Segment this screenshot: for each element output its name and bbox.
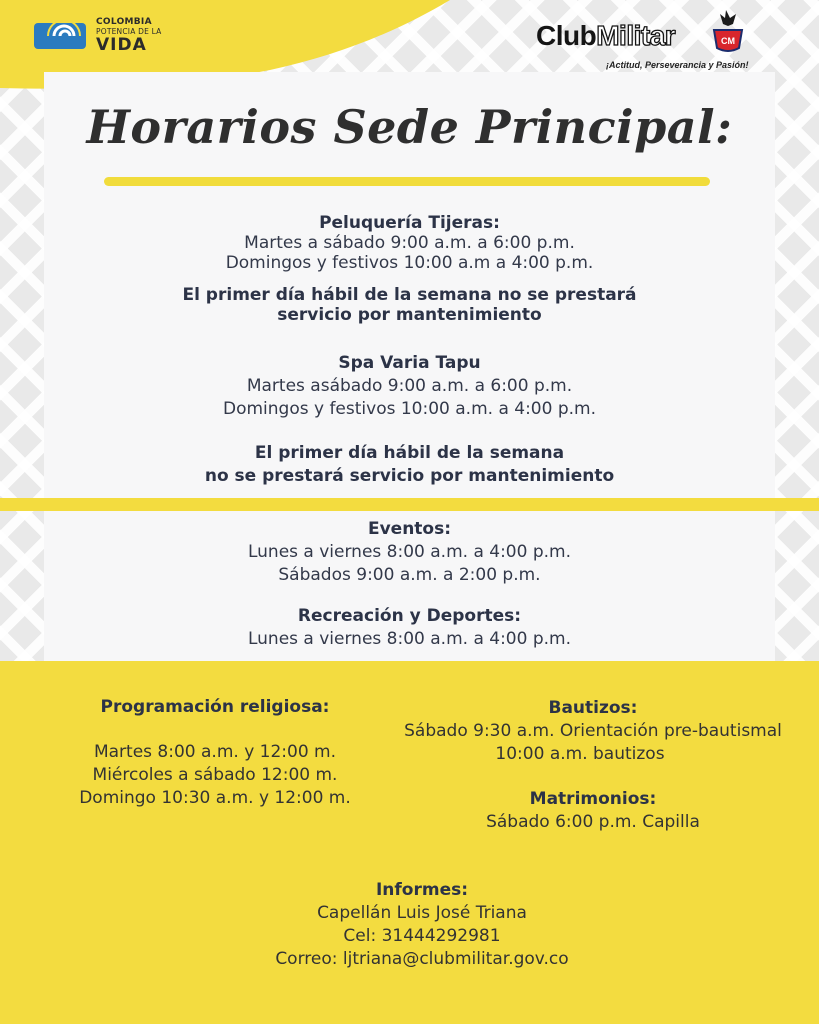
gov-logo-line3: VIDA [96,34,147,55]
recreacion-block [44,605,775,651]
recreacion-line1: Lunes a viernes 8:00 a.m. a 4:00 p.m. [247,629,572,649]
religiosa-block [40,696,390,810]
informes-email[interactable]: Correo: ljtriana@clubmilitar.gov.co [275,949,569,969]
peluqueria-note-line2: servicio por mantenimiento [277,305,542,325]
eventos-line2: Sábados 9:00 a.m. a 2:00 p.m. [278,565,541,585]
bautizos-heading: Bautizos: [548,698,638,718]
spa-line1: Martes asábado 9:00 a.m. a 6:00 p.m. [246,376,573,396]
religiosa-spacer [40,719,390,741]
peluqueria-block [44,213,775,273]
peluqueria-note-line1: El primer día hábil de la semana no se prestará [182,285,637,305]
spa-note-line1: El primer día hábil de la semana [254,443,565,463]
matrimonios-heading: Matrimonios: [529,789,657,809]
colombia-logo [34,18,162,54]
colombia-mark-icon [34,19,86,53]
peluqueria-line2: Domingos y festivos 10:00 a.m a 4:00 p.m. [225,253,594,273]
bautizos-block [380,697,806,766]
spa-line2: Domingos y festivos 10:00 a.m. a 4:00 p.m. [222,399,597,419]
religiosa-line2: Miércoles a sábado 12:00 m. [92,765,338,785]
peluqueria-heading: Peluquería Tijeras: [319,213,500,233]
club-logo-militar: Militar [596,20,676,51]
matrimonios-line1: Sábado 6:00 p.m. Capilla [486,812,700,832]
eventos-heading: Eventos: [367,519,452,539]
club-militar-logo [536,8,749,72]
spa-note-line2: no se prestará servicio por mantenimiento [204,466,615,486]
informes-block [222,879,622,971]
eventos-line1: Lunes a viernes 8:00 a.m. a 4:00 p.m. [247,542,572,562]
yellow-divider [0,498,819,511]
club-slogan: ¡Actitud, Perseverancia y Pasión! [606,60,749,70]
title-underline [104,177,710,186]
matrimonios-block [380,788,806,834]
religiosa-heading: Programación religiosa: [100,697,330,717]
spa-block [44,352,775,421]
informes-line1: Capellán Luis José Triana [317,903,527,923]
spa-heading: Spa Varia Tapu [338,353,481,373]
gov-logo-line2: POTENCIA DE LA [96,27,162,36]
eagle-emblem-icon [706,8,748,56]
eventos-block [44,518,775,587]
spa-note [44,442,775,488]
informes-line2: Cel: 31444292981 [343,926,501,946]
emblem-badge-text: CM [721,36,735,46]
bautizos-line2: 10:00 a.m. bautizos [495,744,665,764]
religiosa-line3: Domingo 10:30 a.m. y 12:00 m. [79,788,351,808]
religiosa-line1: Martes 8:00 a.m. y 12:00 m. [93,742,337,762]
peluqueria-note [44,285,775,325]
gov-logo-line1: COLOMBIA [96,17,152,27]
bautizos-line1: Sábado 9:30 a.m. Orientación pre-bautismal [404,721,782,741]
peluqueria-line1: Martes a sábado 9:00 a.m. a 6:00 p.m. [244,233,575,253]
club-logo-club: Club [536,20,597,51]
informes-heading: Informes: [375,880,469,900]
recreacion-heading: Recreación y Deportes: [297,606,522,626]
page-title: Horarios Sede Principal: [86,100,733,154]
